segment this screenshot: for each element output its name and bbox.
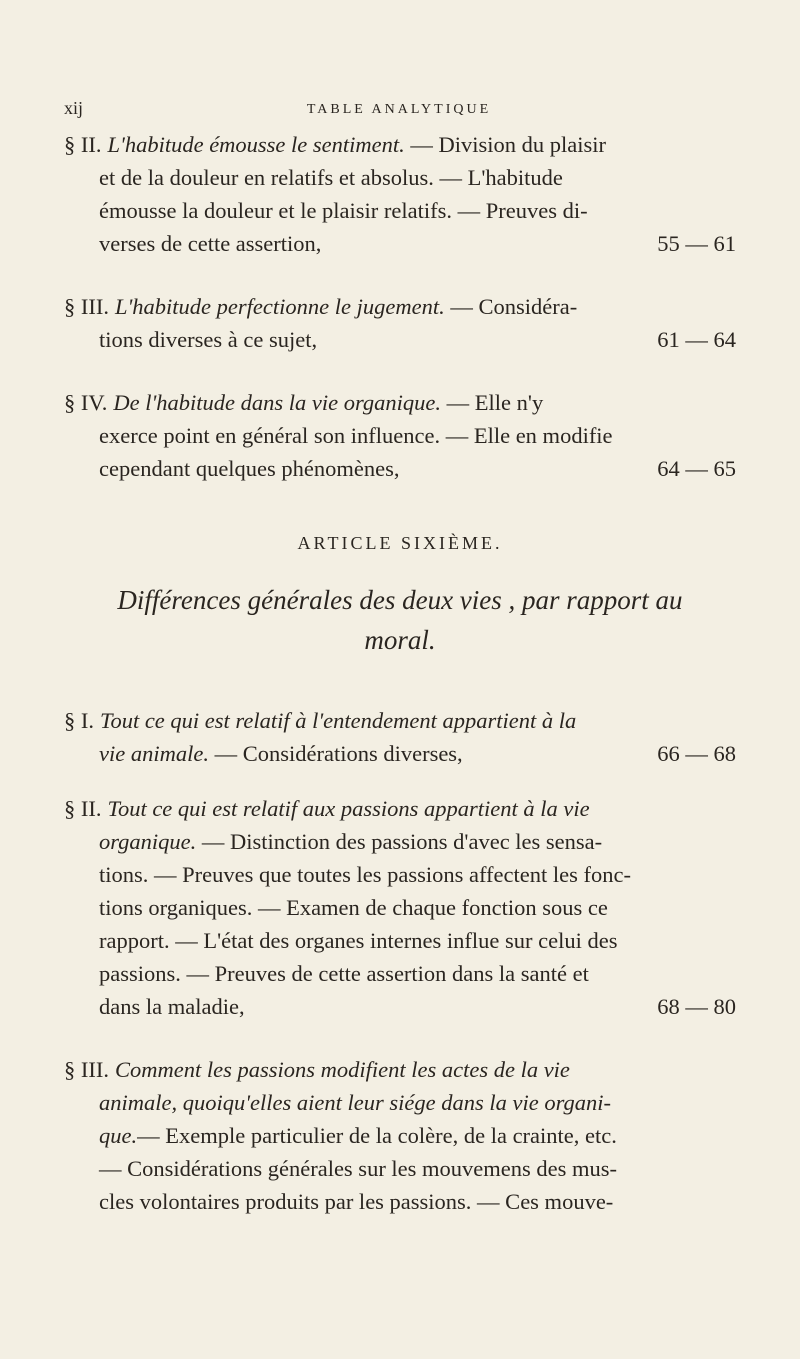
entry-line	[64, 924, 736, 957]
entry-entendement	[64, 704, 736, 770]
entry-line	[64, 825, 736, 858]
entry-text: — Distinction des passions d'avec les sensa-	[196, 829, 603, 854]
entry-line	[64, 161, 736, 194]
entry-line	[64, 386, 736, 419]
entry-line	[64, 1152, 736, 1185]
section-title-line-2: moral.	[364, 625, 436, 655]
page-number: xij	[64, 98, 84, 118]
entry-habitude-sentiment	[64, 128, 736, 260]
page-range: 55 — 61	[657, 231, 736, 256]
entry-italic-text: Tout ce qui est relatif à l'entendement appartient à la	[100, 708, 577, 733]
entry-line	[64, 858, 736, 891]
entry-text: — Considérations diverses,	[208, 741, 463, 766]
section-number: § III.	[64, 1057, 109, 1082]
entry-line	[64, 1185, 736, 1218]
section-title	[64, 580, 736, 660]
entry-italic-text: vie animale.	[99, 741, 209, 766]
entry-line	[64, 990, 736, 1023]
entry-text: — Elle n'y	[441, 390, 544, 415]
entry-line	[64, 290, 736, 323]
entry-text: dans la maladie,	[99, 994, 245, 1019]
entry-text: verses de cette assertion,	[99, 231, 322, 256]
section-number: § I.	[64, 708, 94, 733]
entry-italic-text: que.	[99, 1123, 138, 1148]
entry-text: émousse la douleur et le plaisir relatifs. — Preuves di-	[99, 198, 588, 223]
entry-passions-organique	[64, 792, 736, 1023]
section-title-line-1: Différences générales des deux vies , par rapport au	[117, 585, 683, 615]
entry-text: tions diverses à ce sujet,	[99, 327, 318, 352]
entry-text: exerce point en général son influence. — Elle en modifie	[99, 423, 613, 448]
entry-line	[64, 1053, 736, 1086]
page-range: 61 — 64	[657, 327, 736, 352]
page-range: 66 — 68	[657, 741, 736, 766]
entry-italic-text: animale, quoiqu'elles aient leur siége dans la vie organi-	[99, 1090, 612, 1115]
entry-text: cles volontaires produits par les passions. — Ces mouve-	[99, 1189, 614, 1214]
entry-line	[64, 891, 736, 924]
section-number: § III.	[64, 294, 109, 319]
entry-italic-text: organique.	[99, 829, 197, 854]
page-header	[64, 96, 734, 122]
entry-italic-text: Tout ce qui est relatif aux passions appartient à la vie	[107, 796, 590, 821]
entry-line	[64, 737, 736, 770]
entry-italic-text: L'habitude perfectionne le jugement.	[114, 294, 445, 319]
page-range: 64 — 65	[657, 456, 736, 481]
entry-line	[64, 194, 736, 227]
article-heading: ARTICLE SIXIÈME.	[297, 533, 503, 553]
entry-line	[64, 1119, 736, 1152]
entry-text: — Considérations générales sur les mouvemens des mus-	[99, 1156, 618, 1181]
entry-line	[64, 323, 736, 356]
entry-line	[64, 452, 736, 485]
running-title: TABLE ANALYTIQUE	[306, 102, 492, 117]
entry-line	[64, 704, 736, 737]
entry-text: tions organiques. — Examen de chaque fonction sous ce	[99, 895, 608, 920]
entry-line	[64, 419, 736, 452]
entry-text: et de la douleur en relatifs et absolus. — L'habitude	[99, 165, 563, 190]
entry-text: — Considéra-	[444, 294, 578, 319]
entry-text: — Division du plaisir	[404, 132, 607, 157]
entry-line	[64, 792, 736, 825]
entry-line	[64, 128, 736, 161]
entry-line	[64, 1086, 736, 1119]
entry-text: passions. — Preuves de cette assertion dans la santé et	[99, 961, 589, 986]
entry-line	[64, 957, 736, 990]
entry-passions-modifient	[64, 1053, 736, 1218]
section-number: § II.	[64, 796, 102, 821]
entry-italic-text: Comment les passions modifient les actes de la vie	[114, 1057, 570, 1082]
page-range: 68 — 80	[657, 994, 736, 1019]
entry-text: tions. — Preuves que toutes les passions affectent les fonc-	[99, 862, 631, 887]
entry-line	[64, 227, 736, 260]
section-number: § II.	[64, 132, 102, 157]
entry-habitude-jugement	[64, 290, 736, 356]
entry-text: rapport. — L'état des organes internes influe sur celui des	[99, 928, 618, 953]
entry-italic-text: L'habitude émousse le sentiment.	[107, 132, 405, 157]
entry-text: — Exemple particulier de la colère, de la crainte, etc.	[137, 1123, 617, 1148]
section-number: § IV.	[64, 390, 108, 415]
entry-habitude-vie-organique	[64, 386, 736, 485]
entry-italic-text: De l'habitude dans la vie organique.	[113, 390, 442, 415]
entry-text: cependant quelques phénomènes,	[99, 456, 400, 481]
